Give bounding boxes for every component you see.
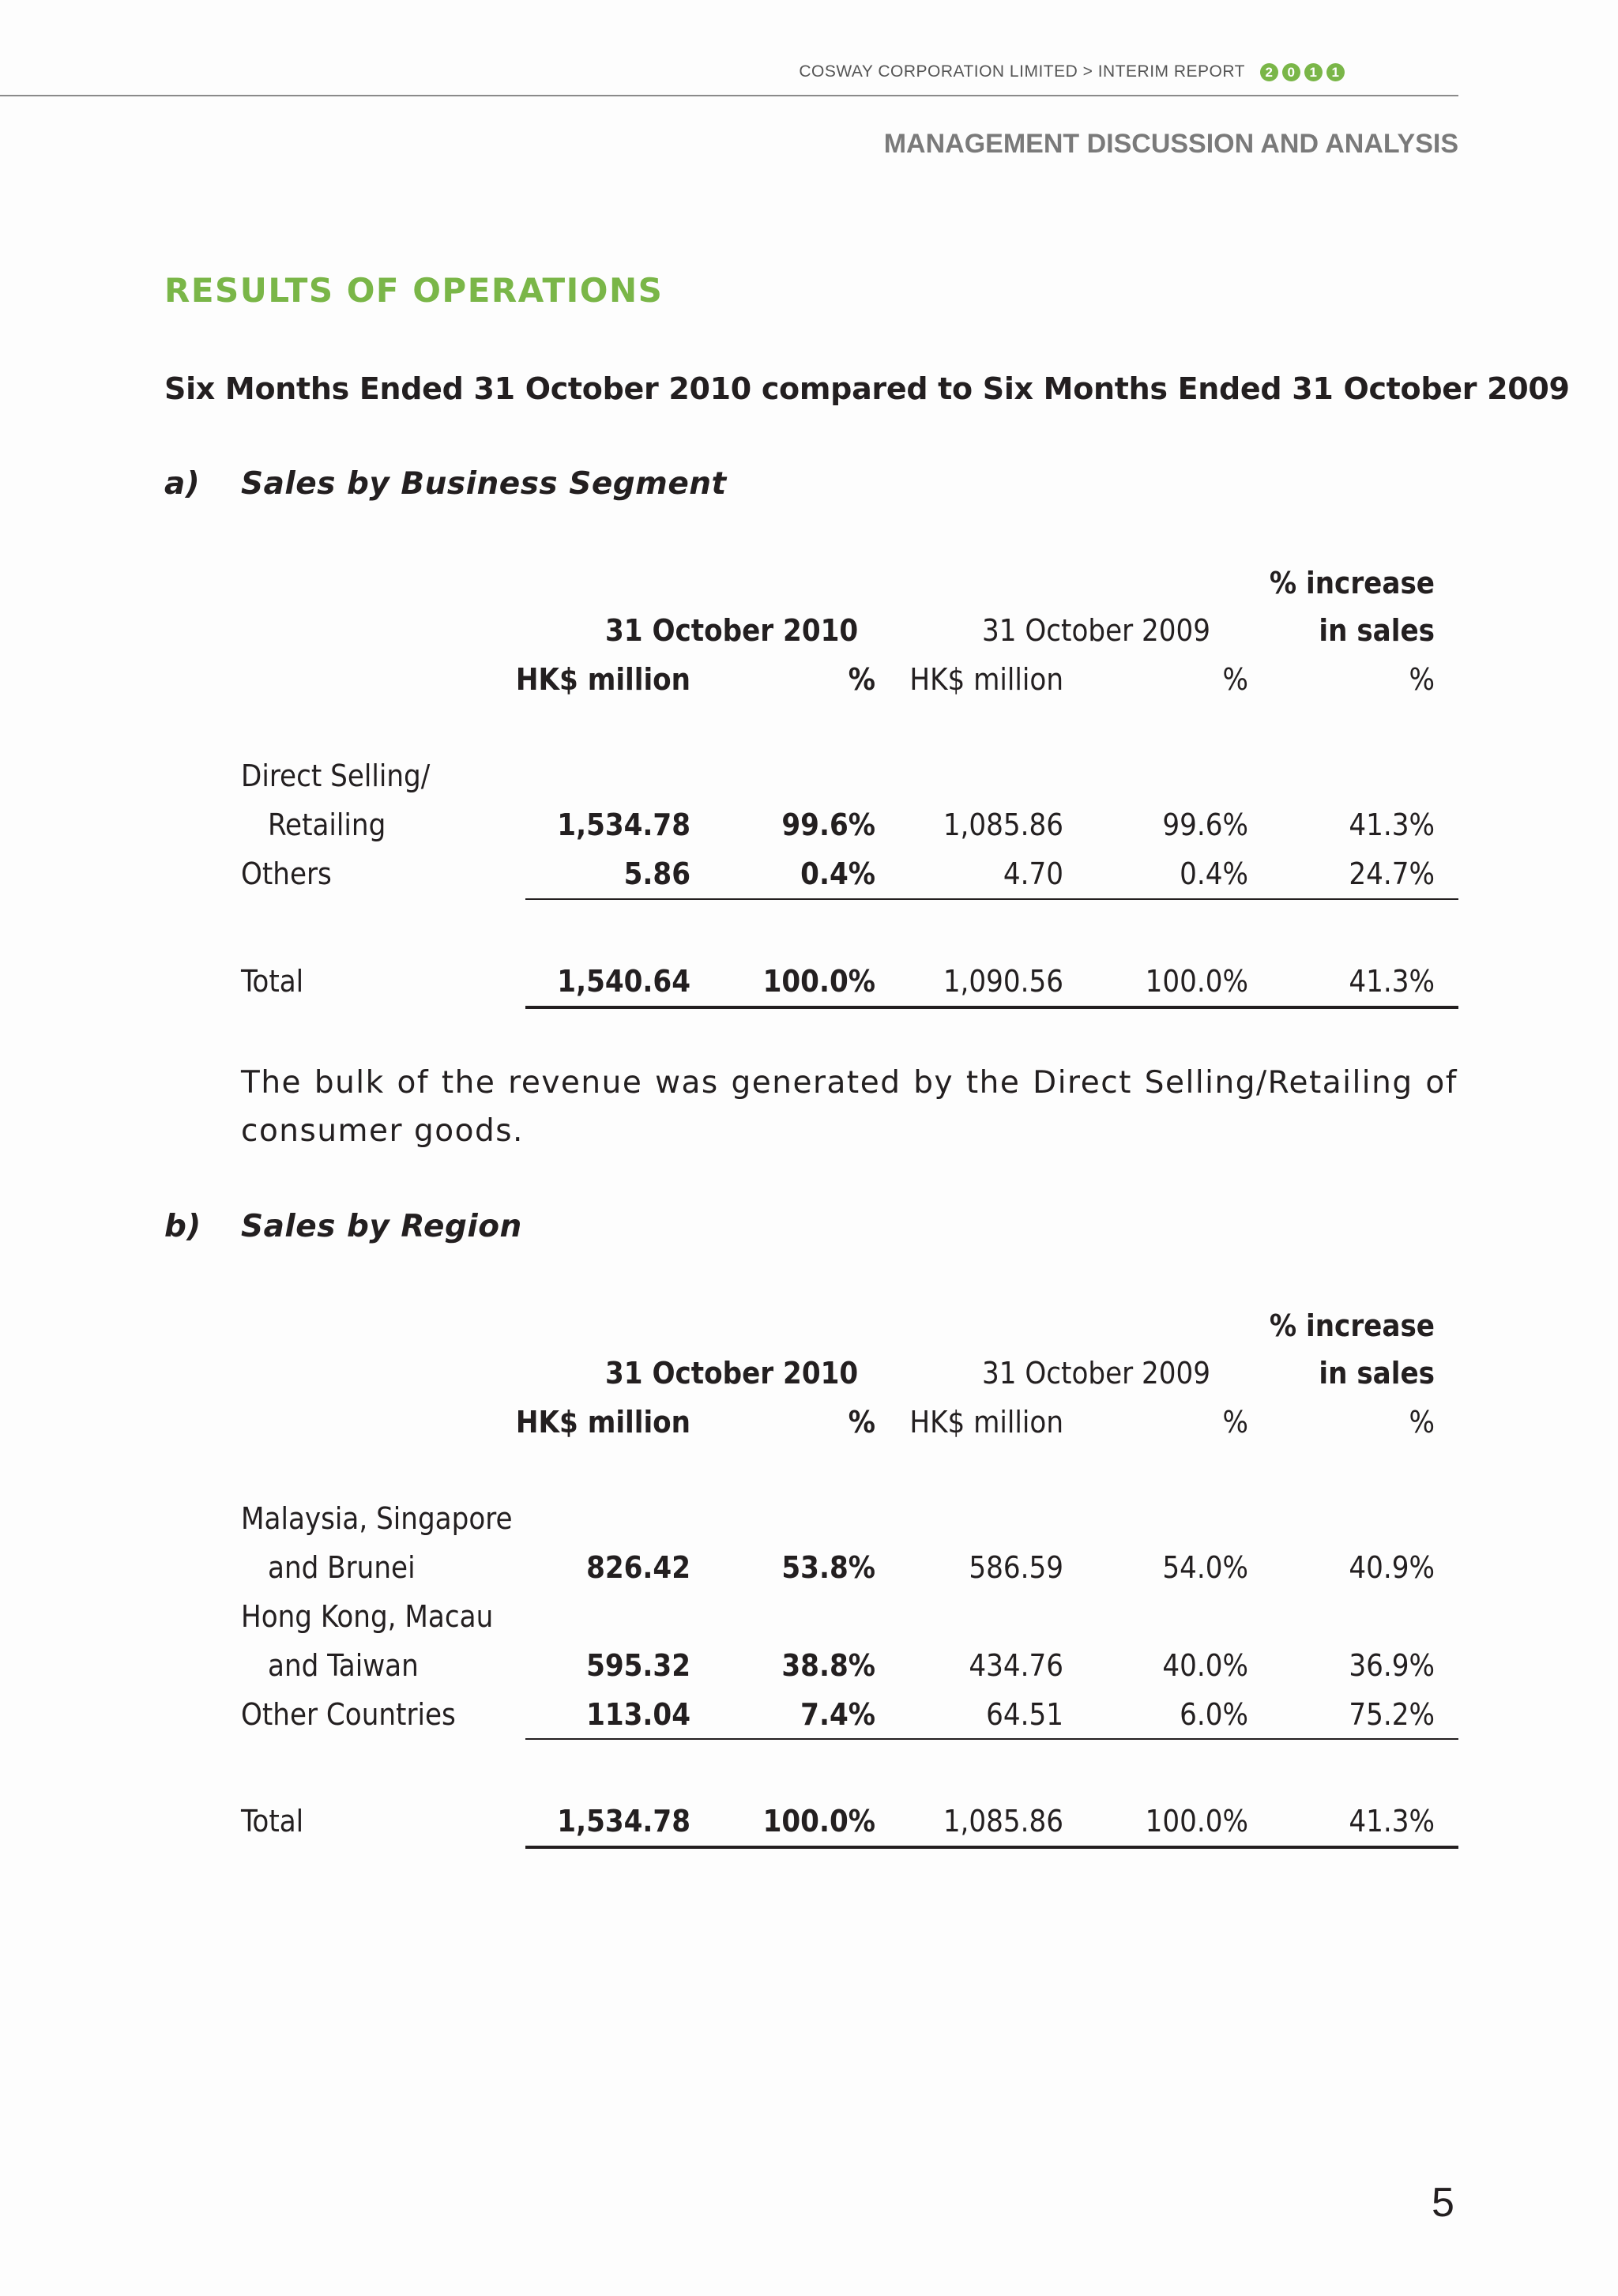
pct-increase: 75.2% xyxy=(1349,1697,1435,1732)
total-pct-increase: 41.3% xyxy=(1349,1804,1435,1839)
col-header-increase: % increase xyxy=(1269,1308,1435,1343)
col-unit-2009: HK$ million xyxy=(909,662,1063,697)
year-digit: 2 xyxy=(1260,63,1278,81)
value-2010: 1,534.78 xyxy=(557,807,690,842)
table-heading: Sales by Business Segment xyxy=(241,466,727,502)
row-label: Direct Selling/ xyxy=(241,758,431,793)
pct-2010: 99.6% xyxy=(781,807,875,842)
total-pct-2010: 100.0% xyxy=(762,1804,875,1839)
body-paragraph: The bulk of the revenue was generated by the Direct Selling/Retailing of consumer goods. xyxy=(241,1065,1458,1149)
total-label: Total xyxy=(241,964,304,999)
row-label: and Brunei xyxy=(268,1550,416,1585)
col-header-increase: % increase xyxy=(1269,566,1435,600)
subtotal-rule xyxy=(525,898,1458,900)
col-header-2009: 31 October 2009 xyxy=(982,613,1210,648)
pct-2009: 99.6% xyxy=(1162,807,1248,842)
pct-increase: 40.9% xyxy=(1349,1550,1435,1585)
pct-2010: 38.8% xyxy=(781,1648,875,1683)
value-2009: 434.76 xyxy=(969,1648,1063,1683)
value-2010: 826.42 xyxy=(586,1550,690,1585)
page-number: 5 xyxy=(1432,2180,1454,2226)
col-unit-2010: HK$ million xyxy=(515,662,690,697)
total-rule xyxy=(525,1846,1458,1849)
value-2009: 586.59 xyxy=(969,1550,1063,1585)
total-label: Total xyxy=(241,1804,304,1839)
col-header-2009: 31 October 2009 xyxy=(982,1356,1210,1391)
running-title: COSWAY CORPORATION LIMITED > INTERIM REPORT xyxy=(799,62,1245,81)
value-2009: 4.70 xyxy=(1003,856,1063,891)
year-digit: 1 xyxy=(1326,63,1345,81)
col-pct-2010: % xyxy=(848,1405,875,1440)
table-marker: a) xyxy=(164,466,201,502)
total-rule xyxy=(525,1006,1458,1009)
row-label: Hong Kong, Macau xyxy=(241,1599,494,1634)
col-pct-increase: % xyxy=(1409,1405,1435,1440)
col-header-2010: 31 October 2010 xyxy=(605,1356,859,1391)
total-2010: 1,540.64 xyxy=(557,964,690,999)
pct-2010: 53.8% xyxy=(781,1550,875,1585)
value-2010: 113.04 xyxy=(586,1697,690,1732)
value-2010: 5.86 xyxy=(623,856,690,891)
table-heading: Sales by Region xyxy=(241,1209,522,1244)
year-digit: 0 xyxy=(1282,63,1300,81)
col-unit-2009: HK$ million xyxy=(909,1405,1063,1440)
col-pct-2010: % xyxy=(848,662,875,697)
col-header-2010: 31 October 2010 xyxy=(605,613,859,648)
col-header-increase: in sales xyxy=(1319,1356,1435,1391)
table-marker: b) xyxy=(164,1209,201,1244)
pct-2009: 54.0% xyxy=(1162,1550,1248,1585)
section-title: RESULTS OF OPERATIONS xyxy=(164,271,664,310)
running-header xyxy=(799,62,1345,81)
row-label: Others xyxy=(241,856,332,891)
row-label: and Taiwan xyxy=(268,1648,419,1683)
total-2009: 1,085.86 xyxy=(943,1804,1063,1839)
value-2009: 1,085.86 xyxy=(943,807,1063,842)
total-pct-2009: 100.0% xyxy=(1145,964,1248,999)
col-pct-increase: % xyxy=(1409,662,1435,697)
total-pct-increase: 41.3% xyxy=(1349,964,1435,999)
row-label: Malaysia, Singapore xyxy=(241,1501,513,1536)
total-2009: 1,090.56 xyxy=(943,964,1063,999)
year-badge xyxy=(1256,63,1345,81)
pct-2009: 40.0% xyxy=(1162,1648,1248,1683)
row-label: Other Countries xyxy=(241,1697,456,1732)
total-pct-2009: 100.0% xyxy=(1145,1804,1248,1839)
col-header-increase: in sales xyxy=(1319,613,1435,648)
comparison-subtitle: Six Months Ended 31 October 2010 compared to Six Months Ended 31 October 2009 xyxy=(164,371,1570,406)
col-unit-2010: HK$ million xyxy=(515,1405,690,1440)
year-digit: 1 xyxy=(1304,63,1323,81)
subtotal-rule xyxy=(525,1738,1458,1740)
value-2009: 64.51 xyxy=(986,1697,1063,1732)
total-pct-2010: 100.0% xyxy=(762,964,875,999)
pct-increase: 41.3% xyxy=(1349,807,1435,842)
pct-2009: 6.0% xyxy=(1180,1697,1248,1732)
pct-2009: 0.4% xyxy=(1180,856,1248,891)
pct-2010: 0.4% xyxy=(800,856,875,891)
section-name: MANAGEMENT DISCUSSION AND ANALYSIS xyxy=(883,129,1458,159)
col-pct-2009: % xyxy=(1222,1405,1248,1440)
col-pct-2009: % xyxy=(1222,662,1248,697)
header-rule xyxy=(0,95,1458,96)
total-2010: 1,534.78 xyxy=(557,1804,690,1839)
pct-increase: 24.7% xyxy=(1349,856,1435,891)
value-2010: 595.32 xyxy=(586,1648,690,1683)
pct-increase: 36.9% xyxy=(1349,1648,1435,1683)
row-label: Retailing xyxy=(268,807,386,842)
pct-2010: 7.4% xyxy=(800,1697,875,1732)
